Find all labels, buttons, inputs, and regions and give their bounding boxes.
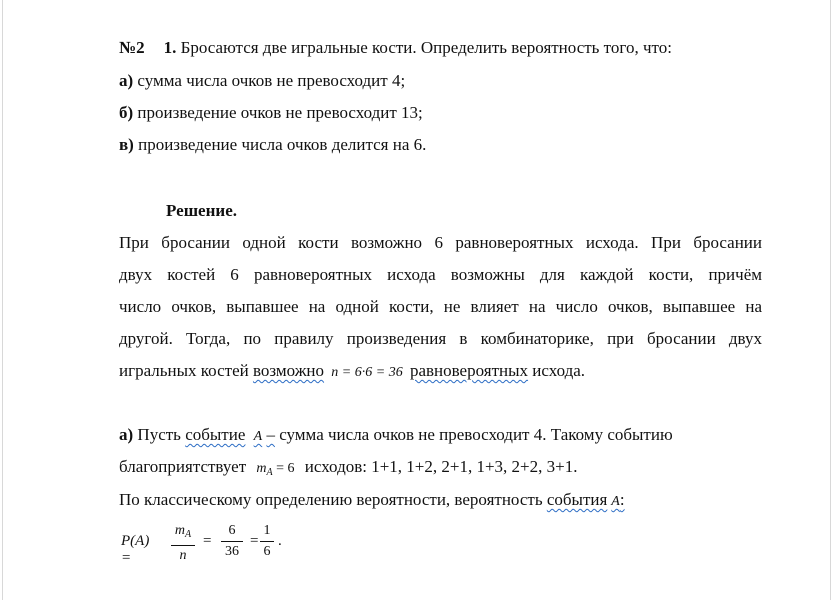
problem-index: 1.	[163, 38, 177, 57]
solution-line: двух костей 6 равновероятных исхода возможны для каждой кости, причём	[119, 265, 762, 284]
fraction-1-over-6	[260, 522, 274, 561]
equals-sign: =	[250, 533, 259, 549]
frac-numerator: 1	[263, 523, 271, 538]
text-run: Пусть	[137, 425, 181, 444]
item-marker: а)	[119, 71, 134, 90]
problem-number: №2	[119, 38, 145, 57]
formula-lhs: P(A) =	[121, 533, 150, 566]
text-run: По классическому определению вероятности, вероятность	[119, 490, 543, 509]
problem-statement: Бросаются две игральные кости. Определить вероятность того, что:	[180, 38, 672, 57]
frac-denominator: 6	[263, 544, 271, 559]
dash: –	[266, 425, 275, 444]
item-marker: б)	[119, 103, 134, 122]
spell-underlined-word: возможно	[252, 361, 325, 380]
item-marker: в)	[119, 135, 134, 154]
m-subscript: A	[266, 467, 273, 478]
solution-line: При бросании одной кости возможно 6 равновероятных исхода. При бросании	[119, 233, 762, 252]
part-a-line-1	[119, 425, 762, 447]
problem-heading-line	[119, 38, 672, 58]
spell-underlined-word: события	[546, 490, 608, 509]
spell-underlined-word: равновероятных	[409, 361, 529, 380]
fraction-bar	[221, 541, 243, 542]
item-text: произведение очков не превосходит 13;	[137, 103, 423, 122]
page-frame-right	[830, 0, 831, 600]
spell-underlined-word: событие	[185, 425, 246, 444]
item-text: сумма числа очков не превосходит 4;	[137, 71, 406, 90]
text-run: благоприятствует	[119, 457, 247, 476]
text-run: игральных костей	[119, 361, 249, 380]
fraction-mA-over-n	[171, 522, 195, 565]
fraction-bar	[171, 545, 195, 546]
event-symbol: A	[611, 494, 620, 509]
part-a-line-2	[119, 457, 578, 483]
frac-denominator: n	[179, 548, 187, 563]
text-run: исходов: 1+1, 1+2, 2+1, 1+3, 2+2, 3+1.	[304, 457, 578, 476]
formula-period: .	[278, 533, 282, 549]
equals-sign: =	[203, 533, 212, 549]
colon: :	[619, 490, 625, 509]
event-symbol: A	[253, 429, 263, 444]
fraction-bar	[260, 541, 274, 542]
frac-numerator: 6	[228, 523, 236, 538]
m-symbol: m	[256, 461, 267, 476]
part-marker: а)	[119, 425, 134, 444]
m-value: = 6	[276, 461, 295, 476]
solution-heading: Решение.	[166, 201, 237, 220]
solution-last-line	[119, 361, 585, 383]
text-run: исхода.	[532, 361, 586, 380]
frac-numerator: m	[174, 523, 185, 538]
frac-numerator-sub: A	[185, 529, 192, 540]
solution-line: другой. Тогда, по правилу произведения в комбинаторике, при бросании двух	[119, 329, 762, 348]
problem-item-a	[119, 71, 405, 91]
inline-formula: n = 6·6 = 36	[331, 365, 403, 380]
item-text: произведение числа очков делится на 6.	[138, 135, 427, 154]
solution-line: число очков, выпавшее на одной кости, не влияет на число очков, выпавшее на	[119, 297, 762, 316]
favorable-count	[256, 461, 294, 476]
frac-denominator: 36	[225, 544, 239, 559]
text-run: сумма числа очков не превосходит 4. Такому событию	[279, 425, 673, 444]
page-frame-left	[2, 0, 3, 600]
problem-item-b	[119, 103, 423, 123]
problem-item-c	[119, 135, 426, 155]
fraction-6-over-36	[221, 522, 243, 561]
part-a-line-3	[119, 490, 625, 512]
